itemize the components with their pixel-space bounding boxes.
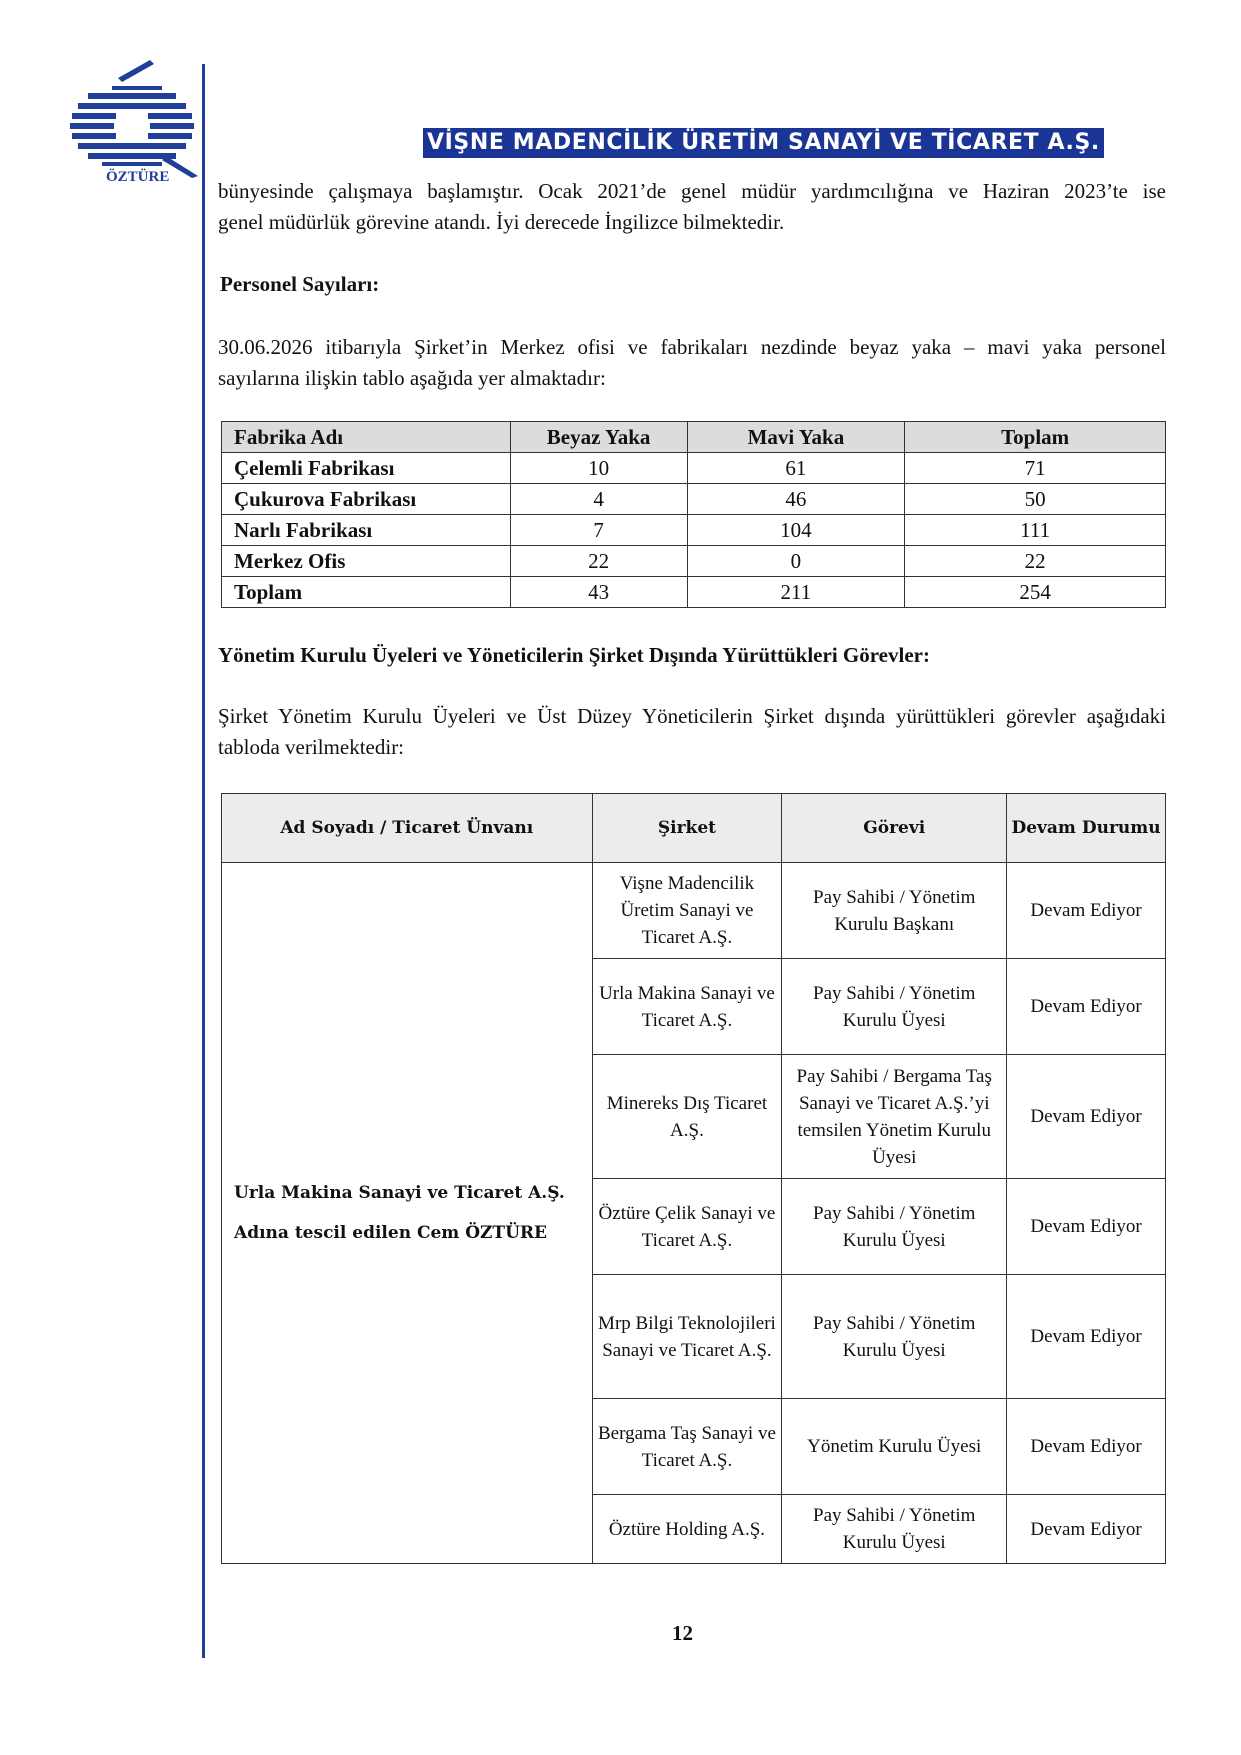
duty-cell: Pay Sahibi / Yönetim Kurulu Başkanı: [782, 863, 1007, 959]
status-cell: Devam Ediyor: [1007, 959, 1166, 1055]
table-header-row: [222, 794, 1166, 863]
table-cell: 43: [510, 577, 687, 608]
table-cell: Merkez Ofis: [222, 546, 511, 577]
duty-cell: Yönetim Kurulu Üyesi: [782, 1399, 1007, 1495]
table-cell: 211: [687, 577, 905, 608]
table-cell: 7: [510, 515, 687, 546]
table-cell: Toplam: [222, 577, 511, 608]
table-cell: 4: [510, 484, 687, 515]
column-header: Ad Soyadı / Ticaret Ünvanı: [222, 794, 593, 863]
duties-text-1: Şirket Yönetim Kurulu Üyeleri ve Üst Düzey Yöneticilerin Şirket dışında yürüttükleri görevler aşağıdaki: [218, 704, 1166, 728]
duty-cell: Pay Sahibi / Yönetim Kurulu Üyesi: [782, 959, 1007, 1055]
company-cell: Öztüre Çelik Sanayi ve Ticaret A.Ş.: [592, 1179, 782, 1275]
table-cell: 111: [905, 515, 1166, 546]
personnel-text-2: sayılarına ilişkin tablo aşağıda yer almaktadır:: [218, 366, 606, 390]
table-cell: 50: [905, 484, 1166, 515]
table-row: [222, 453, 1166, 484]
ozture-logo: [58, 58, 206, 182]
person-line-1: Urla Makina Sanayi ve Ticaret A.Ş.: [234, 1183, 565, 1203]
table-row: [222, 515, 1166, 546]
column-header: Toplam: [905, 422, 1166, 453]
table-cell: 104: [687, 515, 905, 546]
table-cell: 254: [905, 577, 1166, 608]
table-header-row: [222, 422, 1166, 453]
status-cell: Devam Ediyor: [1007, 1055, 1166, 1179]
duties-table: [221, 793, 1166, 1564]
table-cell: Çukurova Fabrikası: [222, 484, 511, 515]
personnel-text-1: 30.06.2026 itibarıyla Şirket’in Merkez ofisi ve fabrikaları nezdinde beyaz yaka – mavi yaka personel: [218, 335, 1166, 359]
table-cell: 10: [510, 453, 687, 484]
company-cell: Minereks Dış Ticaret A.Ş.: [592, 1055, 782, 1179]
table-cell: Narlı Fabrikası: [222, 515, 511, 546]
status-cell: Devam Ediyor: [1007, 1275, 1166, 1399]
table-row: [222, 484, 1166, 515]
person-line-2: Adına tescil edilen Cem ÖZTÜRE: [234, 1223, 547, 1243]
table-cell: Çelemli Fabrikası: [222, 453, 511, 484]
column-header: Beyaz Yaka: [510, 422, 687, 453]
status-cell: Devam Ediyor: [1007, 1399, 1166, 1495]
status-cell: Devam Ediyor: [1007, 863, 1166, 959]
company-cell: Mrp Bilgi Teknolojileri Sanayi ve Ticaret A.Ş.: [592, 1275, 782, 1399]
duties-text-2: tabloda verilmektedir:: [218, 735, 405, 759]
company-title: VİŞNE MADENCİLİK ÜRETİM SANAYİ VE TİCARET A.Ş.: [423, 128, 1104, 158]
page-number: 12: [672, 1621, 693, 1645]
duties-heading: Yönetim Kurulu Üyeleri ve Yöneticilerin Şirket Dışında Yürüttükleri Görevler:: [218, 643, 930, 667]
table-row: [222, 546, 1166, 577]
intro-line-1: bünyesinde çalışmaya başlamıştır. Ocak 2021’de genel müdür yardımcılığına ve Haziran 2023’te ise: [218, 179, 1166, 203]
duty-cell: Pay Sahibi / Yönetim Kurulu Üyesi: [782, 1495, 1007, 1564]
svg-text:ÖZTÜRE: ÖZTÜRE: [106, 169, 170, 182]
personnel-heading: Personel Sayıları:: [220, 272, 380, 296]
company-cell: Urla Makina Sanayi ve Ticaret A.Ş.: [592, 959, 782, 1055]
column-header: Şirket: [592, 794, 782, 863]
person-cell: [222, 863, 593, 1564]
company-cell: Bergama Taş Sanayi ve Ticaret A.Ş.: [592, 1399, 782, 1495]
table-cell: 22: [510, 546, 687, 577]
column-header: Fabrika Adı: [222, 422, 511, 453]
column-header: Görevi: [782, 794, 1007, 863]
personnel-table: [221, 421, 1166, 608]
company-cell: Vişne Madencilik Üretim Sanayi ve Ticaret A.Ş.: [592, 863, 782, 959]
table-cell: 0: [687, 546, 905, 577]
column-header: Mavi Yaka: [687, 422, 905, 453]
margin-line: [202, 64, 205, 1658]
table-row: [222, 863, 1166, 959]
table-cell: 22: [905, 546, 1166, 577]
intro-line-2: genel müdürlük görevine atandı. İyi derecede İngilizce bilmektedir.: [218, 210, 785, 234]
duty-cell: Pay Sahibi / Yönetim Kurulu Üyesi: [782, 1179, 1007, 1275]
duty-cell: Pay Sahibi / Yönetim Kurulu Üyesi: [782, 1275, 1007, 1399]
table-row: [222, 577, 1166, 608]
column-header: Devam Durumu: [1007, 794, 1166, 863]
company-cell: Öztüre Holding A.Ş.: [592, 1495, 782, 1564]
table-cell: 61: [687, 453, 905, 484]
status-cell: Devam Ediyor: [1007, 1179, 1166, 1275]
status-cell: Devam Ediyor: [1007, 1495, 1166, 1564]
table-cell: 71: [905, 453, 1166, 484]
duty-cell: Pay Sahibi / Bergama Taş Sanayi ve Ticaret A.Ş.’yi temsilen Yönetim Kurulu Üyesi: [782, 1055, 1007, 1179]
table-cell: 46: [687, 484, 905, 515]
